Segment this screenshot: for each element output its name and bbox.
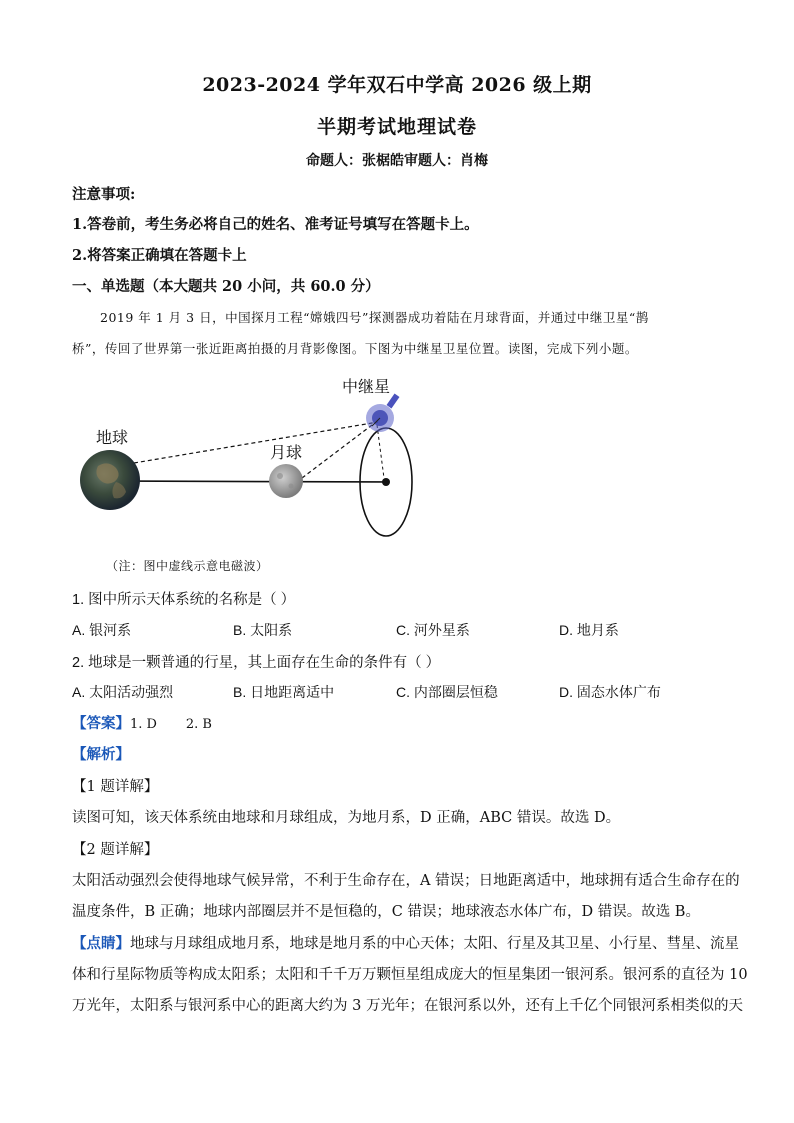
- notice-item-2: 2.将答案正确填在答题卡上: [72, 247, 247, 264]
- q1-detail-tag: 【1 题详解】: [72, 779, 159, 795]
- point-line-2: 体和行星际物质等构成太阳系；太阳和千千万万颗恒星组成庞大的恒星集团一银河系。银河系的直径为 10: [72, 967, 748, 983]
- q2-option-c: C. 内部圈层恒稳: [396, 684, 498, 700]
- section-heading: 一、单选题（本大题共 20 小问，共 60.0 分）: [72, 278, 380, 295]
- label-moon: 月球: [270, 445, 303, 462]
- q2-detail-line-1: 太阳活动强烈会使得地球气候异常，不利于生命存在，A 错误；日地距离适中，地球拥有适合生命存在的: [72, 873, 740, 889]
- moon-crater: [289, 484, 294, 489]
- earth-moon-relay-diagram: [72, 370, 432, 550]
- answer-line: [72, 712, 212, 733]
- analysis-tag: 【解析】: [72, 746, 130, 763]
- q2-option-a: A. 太阳活动强烈: [72, 684, 174, 700]
- q2-option-b: B. 日地距离适中: [233, 684, 335, 700]
- point-line-3: 万光年，太阳系与银河系中心的距离大约为 3 万光年；在银河系以外，还有上千亿个同银河系相类似的天: [72, 998, 743, 1014]
- relay-satellite-icon: [366, 394, 399, 432]
- point-text-1: 地球与月球组成地月系，地球是地月系的中心天体；太阳、行星及其卫星、小行星、彗星、流星: [130, 936, 739, 952]
- exam-subtitle: 半期考试地理试卷: [316, 116, 477, 138]
- q1-detail-text: 读图可知，该天体系统由地球和月球组成，为地月系，D 正确，ABC 错误。故选 D。: [72, 810, 621, 826]
- signal-line-moon-relay: [302, 425, 372, 478]
- q2-detail-tag: 【2 题详解】: [72, 842, 159, 858]
- q1-option-c: C. 河外星系: [396, 622, 470, 638]
- earth-moon-axis-line: [110, 481, 386, 482]
- passage-line-2: 桥”，传回了世界第一张近距离拍摄的月背影像图。下图为中继星卫星位置。读图，完成下列小题。: [72, 341, 638, 356]
- notice-item-1: 1.答卷前，考生务必将自己的姓名、准考证号填写在答题卡上。: [72, 216, 479, 233]
- q2-option-d: D. 固态水体广布: [559, 684, 661, 700]
- passage-line-1: 2019 年 1 月 3 日，中国探月工程“嫦娥四号”探测器成功着陆在月球背面，并通过中继卫星“鹊: [100, 310, 649, 325]
- label-earth: 地球: [96, 430, 129, 447]
- answer-tag: 【答案】: [72, 715, 130, 732]
- question-2-stem: 2. 地球是一颗普通的行星，其上面存在生命的条件有（ ）: [72, 655, 441, 671]
- point-line-1: [72, 932, 739, 953]
- authors-line: 命题人：张椐皓审题人：肖梅: [306, 153, 488, 169]
- lagrange-point-dot: [382, 478, 390, 486]
- exam-title: 2023-2024 学年双石中学高 2026 级上期: [202, 74, 592, 96]
- q1-option-b: B. 太阳系: [233, 622, 293, 638]
- notice-heading: 注意事项:: [72, 186, 136, 203]
- q1-option-a: A. 银河系: [72, 622, 132, 638]
- moon-crater: [277, 473, 283, 479]
- label-relay: 中继星: [342, 379, 391, 396]
- moon-globe: [269, 464, 303, 498]
- question-1-stem: 1. 图中所示天体系统的名称是（ ）: [72, 592, 296, 608]
- point-tag: 【点睛】: [72, 935, 130, 952]
- answer-value: 1. D 2. B: [130, 717, 212, 732]
- signal-line-earth-relay: [134, 422, 378, 463]
- q2-detail-line-2: 温度条件，B 正确；地球内部圈层并不是恒稳的，C 错误；地球液态水体广布，D 错误。故选 B。: [72, 904, 700, 920]
- diagram-caption: （注：图中虚线示意电磁波）: [106, 559, 269, 573]
- q1-option-d: D. 地月系: [559, 622, 619, 638]
- signal-line-relay-l2: [377, 425, 384, 478]
